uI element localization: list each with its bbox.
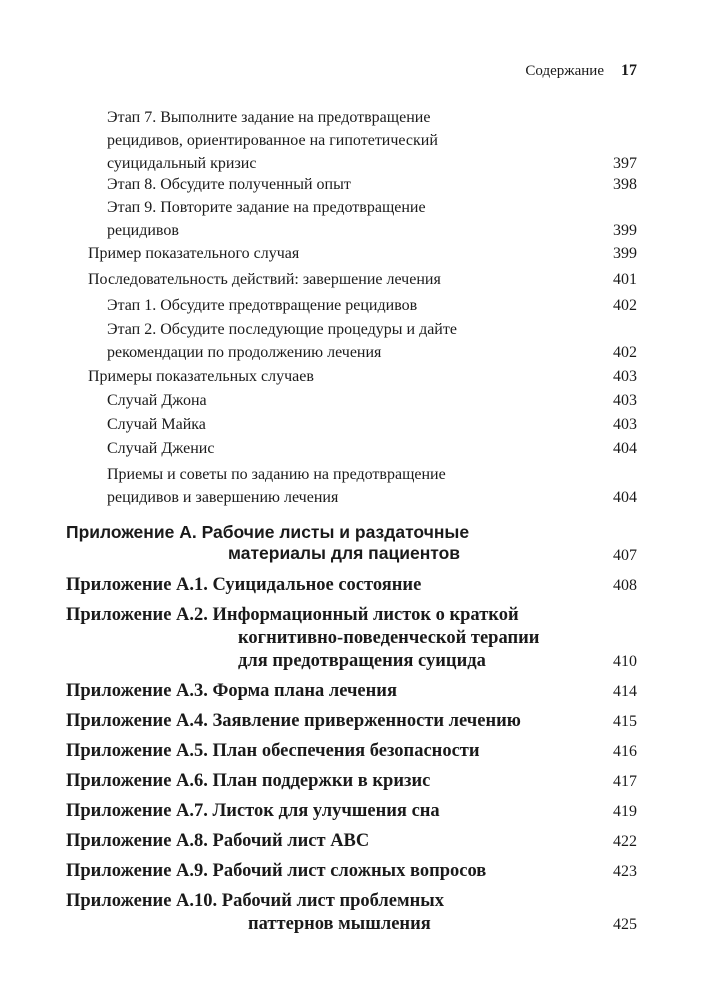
toc-entry-page: 401 xyxy=(613,271,637,288)
toc-entry[interactable] xyxy=(0,365,703,388)
toc-entry-title: Случай Дженис xyxy=(107,440,215,457)
toc-entry-title: Этап 7. Выполните задание на предотвращение рецидивов, ориентированное на гипотетический суицидальный кризис xyxy=(107,109,438,172)
running-header-title: Содержание xyxy=(525,63,604,79)
toc-entry-title: Случай Майка xyxy=(107,416,206,433)
page-number: 17 xyxy=(621,62,637,79)
running-header xyxy=(525,62,637,80)
toc-appendix-entry[interactable] xyxy=(0,740,703,763)
toc-entry-title: Этап 9. Повторите задание на предотвращение рецидивов xyxy=(107,199,426,239)
toc-entry-title: Приложение А.3. Форма плана лечения xyxy=(66,681,397,701)
toc-entry-title: Приложение А.9. Рабочий лист сложных вопросов xyxy=(66,861,487,881)
toc-entry-title: Приложение А.8. Рабочий лист ABC xyxy=(66,831,370,851)
toc-entry-title: Этап 8. Обсудите полученный опыт xyxy=(107,176,351,193)
toc-entry[interactable] xyxy=(0,294,703,317)
toc-entry-title: Пример показательного случая xyxy=(88,245,300,262)
toc-appendix-entry[interactable] xyxy=(0,680,703,703)
toc-entry[interactable] xyxy=(0,173,703,196)
toc-entry-title: Приложение А.10. Рабочий лист проблемных паттернов мышления xyxy=(66,891,444,934)
toc-appendix-entry[interactable] xyxy=(0,890,703,936)
toc-entry-page: 404 xyxy=(613,440,637,457)
toc-entry[interactable] xyxy=(0,413,703,436)
toc-entry[interactable] xyxy=(0,268,703,291)
toc-entry[interactable] xyxy=(0,196,703,242)
toc-entry-page: 403 xyxy=(613,368,637,385)
toc-entry[interactable] xyxy=(0,242,703,265)
toc-entry[interactable] xyxy=(0,106,703,175)
toc-entry-title: Приложение А.2. Информационный листок о краткой когнитивно-поведенческой терапии для предотвращения суицида xyxy=(66,605,540,671)
toc-entry-page: 399 xyxy=(613,245,637,262)
toc-appendix-entry[interactable] xyxy=(0,860,703,883)
toc-entry-title: Приложение А.7. Листок для улучшения сна xyxy=(66,801,440,821)
toc-entry-page: 416 xyxy=(613,743,637,760)
toc-entry-title: Приемы и советы по заданию на предотвращение рецидивов и завершению лечения xyxy=(107,466,446,506)
toc-entry[interactable] xyxy=(0,463,703,509)
toc-entry[interactable] xyxy=(0,389,703,412)
toc-entry-title: Приложение А.1. Суицидальное состояние xyxy=(66,575,422,595)
toc-entry-page: 398 xyxy=(613,176,637,193)
toc-entry-page: 402 xyxy=(613,344,637,361)
toc-appendix-entry[interactable] xyxy=(0,574,703,597)
toc-entry-page: 422 xyxy=(613,833,637,850)
toc-entry-page: 423 xyxy=(613,863,637,880)
toc-entry-page: 403 xyxy=(613,392,637,409)
toc-entry-title: Приложение А.4. Заявление приверженности лечению xyxy=(66,711,521,731)
toc-entry-title: Этап 2. Обсудите последующие процедуры и дайте рекомендации по продолжению лечения xyxy=(107,321,457,361)
toc-entry-page: 425 xyxy=(613,916,637,933)
toc-entry-page: 397 xyxy=(613,155,637,172)
toc-entry-page: 399 xyxy=(613,222,637,239)
toc-entry-page: 415 xyxy=(613,713,637,730)
toc-appendix-entry[interactable] xyxy=(0,604,703,673)
toc-entry-title: Последовательность действий: завершение лечения xyxy=(88,271,441,288)
toc-appendix-entry[interactable] xyxy=(0,830,703,853)
toc-entry-page: 417 xyxy=(613,773,637,790)
toc-entry-page: 408 xyxy=(613,577,637,594)
toc-entry[interactable] xyxy=(0,318,703,364)
toc-appendix-entry[interactable] xyxy=(0,710,703,733)
toc-entry-page: 404 xyxy=(613,489,637,506)
toc-entry-title: Приложение А.6. План поддержки в кризис xyxy=(66,771,431,791)
toc-entry-page: 407 xyxy=(613,547,637,564)
toc-entry-title: Случай Джона xyxy=(107,392,207,409)
toc-appendix-heading[interactable] xyxy=(0,522,703,568)
toc-entry-title: Приложение А. Рабочие листы и раздаточные материалы для пациентов xyxy=(66,522,470,563)
toc-entry-title: Примеры показательных случаев xyxy=(88,368,314,385)
toc-entry-title: Этап 1. Обсудите предотвращение рецидивов xyxy=(107,297,418,314)
toc-entry[interactable] xyxy=(0,437,703,460)
toc-entry-page: 402 xyxy=(613,297,637,314)
toc-entry-page: 410 xyxy=(613,653,637,670)
toc-entry-page: 403 xyxy=(613,416,637,433)
toc-entry-title: Приложение А.5. План обеспечения безопасности xyxy=(66,741,480,761)
toc-appendix-entry[interactable] xyxy=(0,800,703,823)
toc-appendix-entry[interactable] xyxy=(0,770,703,793)
toc-entry-page: 419 xyxy=(613,803,637,820)
toc-entry-page: 414 xyxy=(613,683,637,700)
